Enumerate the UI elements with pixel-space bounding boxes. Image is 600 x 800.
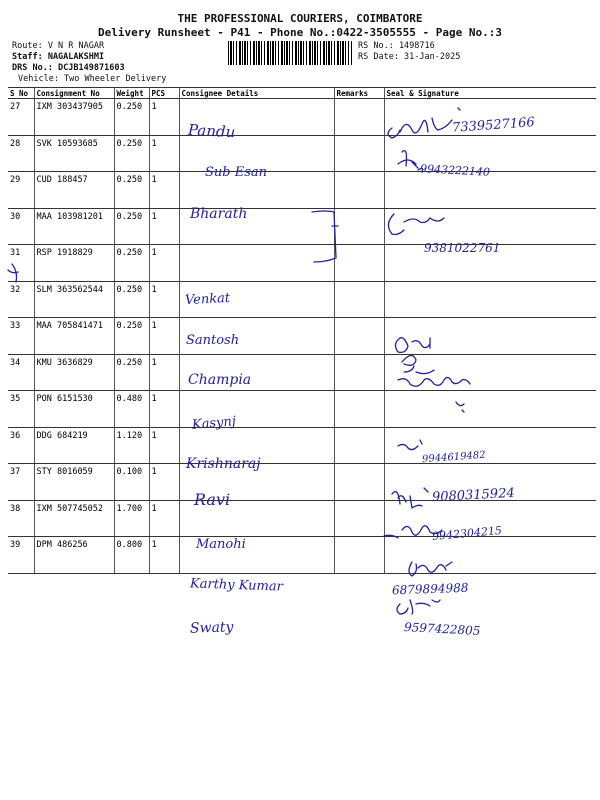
signature-mark (384, 526, 442, 538)
column-header: PCS (149, 88, 179, 99)
consignment-number-cell: IXM 507745052 (34, 500, 114, 537)
consignment-number-cell: SLM 363562544 (34, 281, 114, 318)
column-header: Remarks (334, 88, 384, 99)
handwritten-number: 9080315924 (431, 485, 516, 506)
consignment-number-cell: CUD 188457 (34, 172, 114, 209)
signature-mark (398, 377, 470, 386)
signature-mark (392, 488, 428, 508)
signature-mark (388, 214, 444, 235)
serial-number-cell: 39 (8, 537, 34, 574)
signature-mark (8, 264, 18, 282)
weight-cell: 0.250 (114, 245, 149, 282)
handwritten-name: Swaty (189, 619, 234, 637)
pcs-cell: 1 (149, 172, 179, 209)
serial-number-cell: 36 (8, 427, 34, 464)
weight-cell: 0.250 (114, 135, 149, 172)
serial-number-cell: 30 (8, 208, 34, 245)
weight-cell: 0.250 (114, 99, 149, 136)
weight-cell: 0.250 (114, 208, 149, 245)
serial-number-cell: 38 (8, 500, 34, 537)
serial-number-cell: 37 (8, 464, 34, 501)
consignment-number-cell: KMU 3636829 (34, 354, 114, 391)
handwritten-name: Manohi (196, 537, 246, 552)
consignment-number-cell: IXM 303437905 (34, 99, 114, 136)
consignment-number-cell: RSP 1918829 (34, 245, 114, 282)
weight-cell: 0.100 (114, 464, 149, 501)
signature-mark (388, 108, 460, 138)
serial-number-cell: 35 (8, 391, 34, 428)
column-header: Consignment No (34, 88, 114, 99)
signature-mark (456, 402, 464, 412)
rs-date: RS Date: 31-Jan-2025 (358, 52, 461, 62)
weight-cell: 0.480 (114, 391, 149, 428)
handwritten-name: Ravi (194, 490, 231, 509)
handwritten-name: Venkat (184, 290, 231, 309)
weight-cell: 1.120 (114, 427, 149, 464)
pcs-cell: 1 (149, 500, 179, 537)
handwritten-name: Sub Esan (205, 165, 268, 180)
handwritten-name: Pandu (187, 120, 236, 142)
consignment-number-cell: PON 6151530 (34, 391, 114, 428)
company-title: THE PROFESSIONAL COURIERS, COIMBATORE (177, 12, 423, 25)
handwritten-name: Bharath (190, 206, 248, 222)
serial-number-cell: 27 (8, 99, 34, 136)
consignment-number-cell: DPM 486256 (34, 537, 114, 574)
signature-mark (312, 211, 338, 262)
pcs-cell: 1 (149, 391, 179, 428)
handwritten-name: Krishnaraj (186, 456, 261, 472)
handwritten-number: 9597422805 (403, 620, 481, 638)
staff-label: Staff: NAGALAKSHMI (12, 52, 105, 62)
pcs-cell: 1 (149, 537, 179, 574)
column-header: Consignee Details (179, 88, 334, 99)
signature-mark (409, 562, 452, 576)
weight-cell: 0.800 (114, 537, 149, 574)
serial-number-cell: 33 (8, 318, 34, 355)
column-header: S No (8, 88, 34, 99)
pcs-cell: 1 (149, 208, 179, 245)
handwritten-number: 7339527166 (451, 115, 536, 136)
pcs-cell: 1 (149, 281, 179, 318)
signature-mark (395, 338, 430, 353)
column-header: Weight (114, 88, 149, 99)
pcs-cell: 1 (149, 135, 179, 172)
handwritten-number: 6879894988 (391, 580, 469, 598)
consignment-number-cell: MAA 705841471 (34, 318, 114, 355)
column-header: Seal & Signature (384, 88, 596, 99)
handwritten-name: Karthy Kumar (189, 576, 284, 595)
serial-number-cell: 31 (8, 245, 34, 282)
handwritten-number: 9943222140 (419, 162, 491, 179)
runsheet-title: Delivery Runsheet - P41 - Phone No.:0422-3505555 - Page No.:3 (98, 26, 502, 39)
serial-number-cell: 29 (8, 172, 34, 209)
handwritten-number: 9942304215 (431, 523, 503, 544)
pcs-cell: 1 (149, 427, 179, 464)
consignment-number-cell: MAA 103981201 (34, 208, 114, 245)
weight-cell: 0.250 (114, 354, 149, 391)
signature-mark (398, 151, 423, 172)
weight-cell: 0.250 (114, 318, 149, 355)
weight-cell: 0.250 (114, 172, 149, 209)
handwritten-name: Kasynj (191, 414, 237, 433)
consignment-number-cell: STY 8016059 (34, 464, 114, 501)
drs-number: DRS No.: DCJB149871603 (12, 63, 125, 73)
pcs-cell: 1 (149, 464, 179, 501)
pcs-cell: 1 (149, 354, 179, 391)
handwritten-number: 9381022761 (424, 241, 501, 255)
signature-mark (402, 355, 434, 373)
rs-number: RS No.: 1498716 (358, 41, 435, 51)
weight-cell: 1.700 (114, 500, 149, 537)
serial-number-cell: 28 (8, 135, 34, 172)
vehicle-label: Vehicle: Two Wheeler Delivery (18, 74, 167, 84)
signature-mark (397, 600, 440, 614)
route-label: Route: V N R NAGAR (12, 41, 105, 51)
weight-cell: 0.250 (114, 281, 149, 318)
handwritten-name: Santosh (186, 333, 240, 348)
consignment-number-cell: DDG 684219 (34, 427, 114, 464)
serial-number-cell: 32 (8, 281, 34, 318)
signature-mark (398, 440, 422, 450)
serial-number-cell: 34 (8, 354, 34, 391)
handwritten-name: Champia (188, 372, 252, 388)
pcs-cell: 1 (149, 99, 179, 136)
pcs-cell: 1 (149, 318, 179, 355)
pcs-cell: 1 (149, 245, 179, 282)
consignment-number-cell: SVK 10593685 (34, 135, 114, 172)
handwritten-number: 9944619482 (421, 449, 486, 466)
